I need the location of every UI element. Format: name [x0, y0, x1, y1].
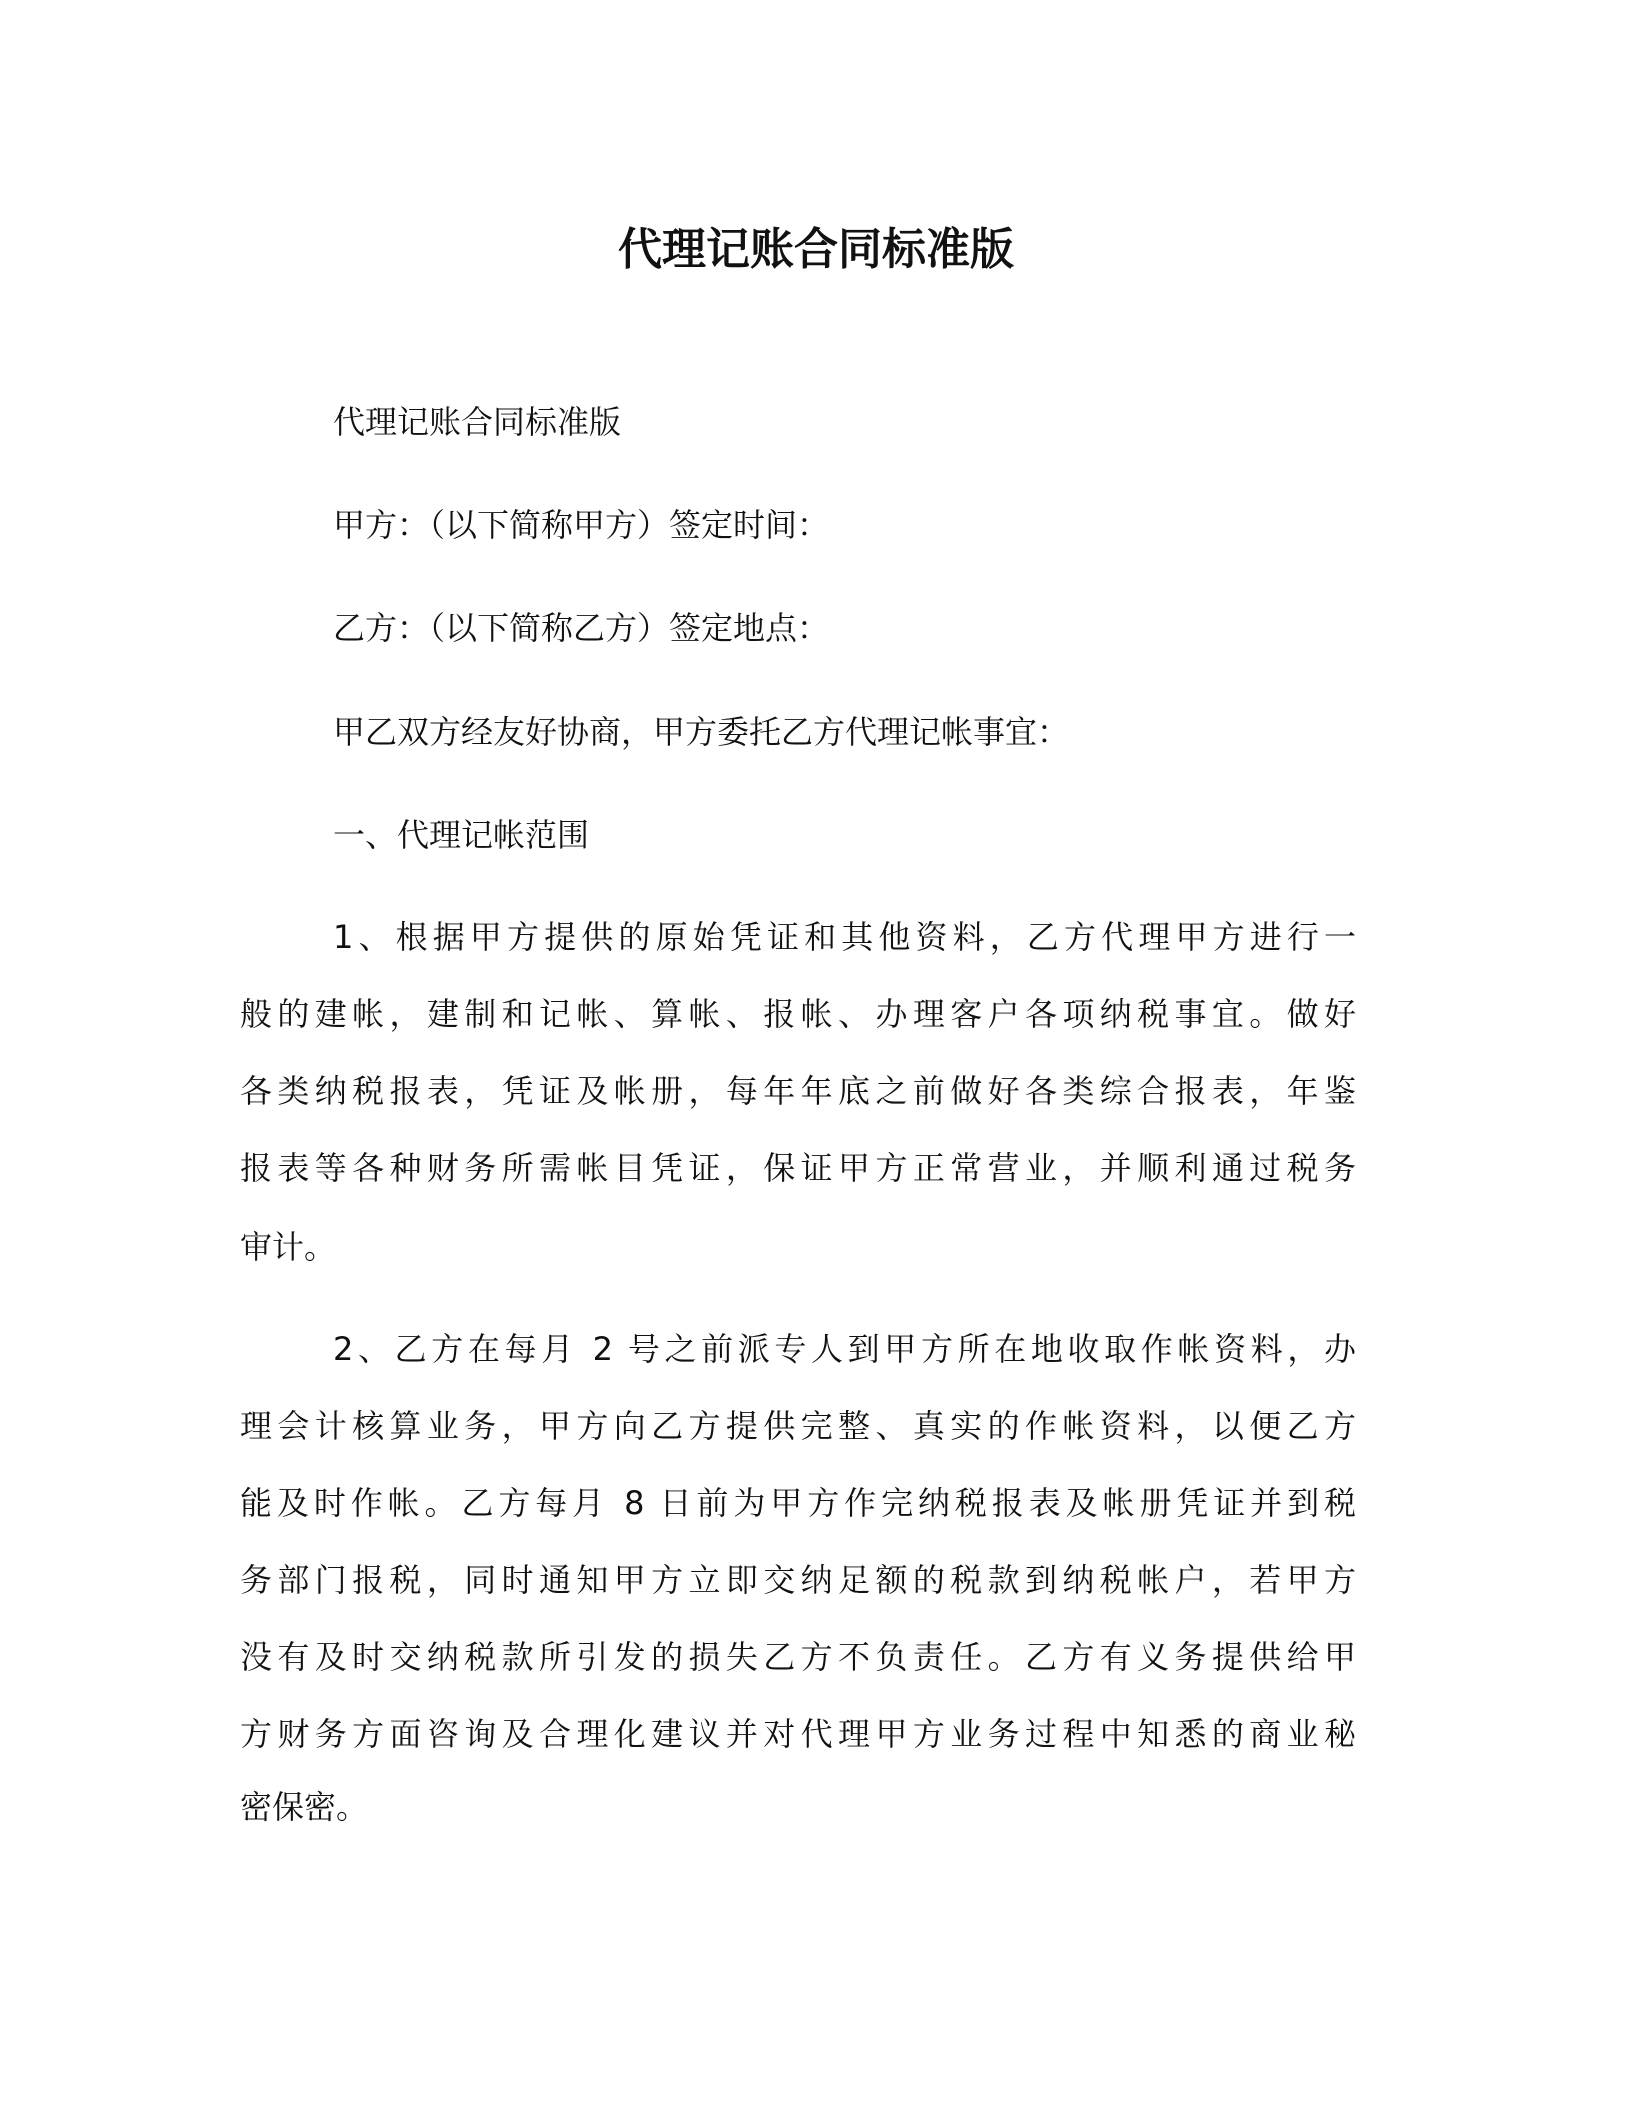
- clause-line: 各类纳税报表，凭证及帐册，每年年底之前做好各类综合报表，年鉴: [240, 1072, 1356, 1110]
- section-heading: 一、代理记帐范围: [333, 816, 590, 854]
- clause-line: 没有及时交纳税款所引发的损失乙方不负责任。乙方有义务提供给甲: [240, 1638, 1356, 1676]
- party-a-line: 甲方：（以下简称甲方）签定时间：: [333, 506, 830, 544]
- clause-line: 般的建帐，建制和记帐、算帐、报帐、办理客户各项纳税事宜。做好: [240, 995, 1356, 1033]
- agreement-intro: 甲乙双方经友好协商，甲方委托乙方代理记帐事宜：: [333, 713, 1070, 751]
- clause-line: 理会计核算业务，甲方向乙方提供完整、真实的作帐资料，以便乙方: [240, 1407, 1356, 1445]
- document-title: 代理记账合同标准版: [618, 224, 1014, 275]
- clause-line: 1、根据甲方提供的原始凭证和其他资料，乙方代理甲方进行一: [333, 918, 1356, 956]
- clause-line: 报表等各种财务所需帐目凭证，保证甲方正常营业，并顺利通过税务: [240, 1149, 1356, 1187]
- clause-line: 2、乙方在每月 2 号之前派专人到甲方所在地收取作帐资料，办: [333, 1330, 1356, 1368]
- clause-line: 务部门报税，同时通知甲方立即交纳足额的税款到纳税帐户，若甲方: [240, 1561, 1356, 1599]
- clause-line: 能及时作帐。乙方每月 8 日前为甲方作完纳税报表及帐册凭证并到税: [240, 1484, 1356, 1522]
- clause-line: 密保密。: [240, 1788, 369, 1826]
- party-b-line: 乙方：（以下简称乙方）签定地点：: [333, 609, 830, 647]
- subtitle: 代理记账合同标准版: [333, 403, 622, 441]
- clause-line: 审计。: [240, 1228, 337, 1266]
- clause-line: 方财务方面咨询及合理化建议并对代理甲方业务过程中知悉的商业秘: [240, 1715, 1356, 1753]
